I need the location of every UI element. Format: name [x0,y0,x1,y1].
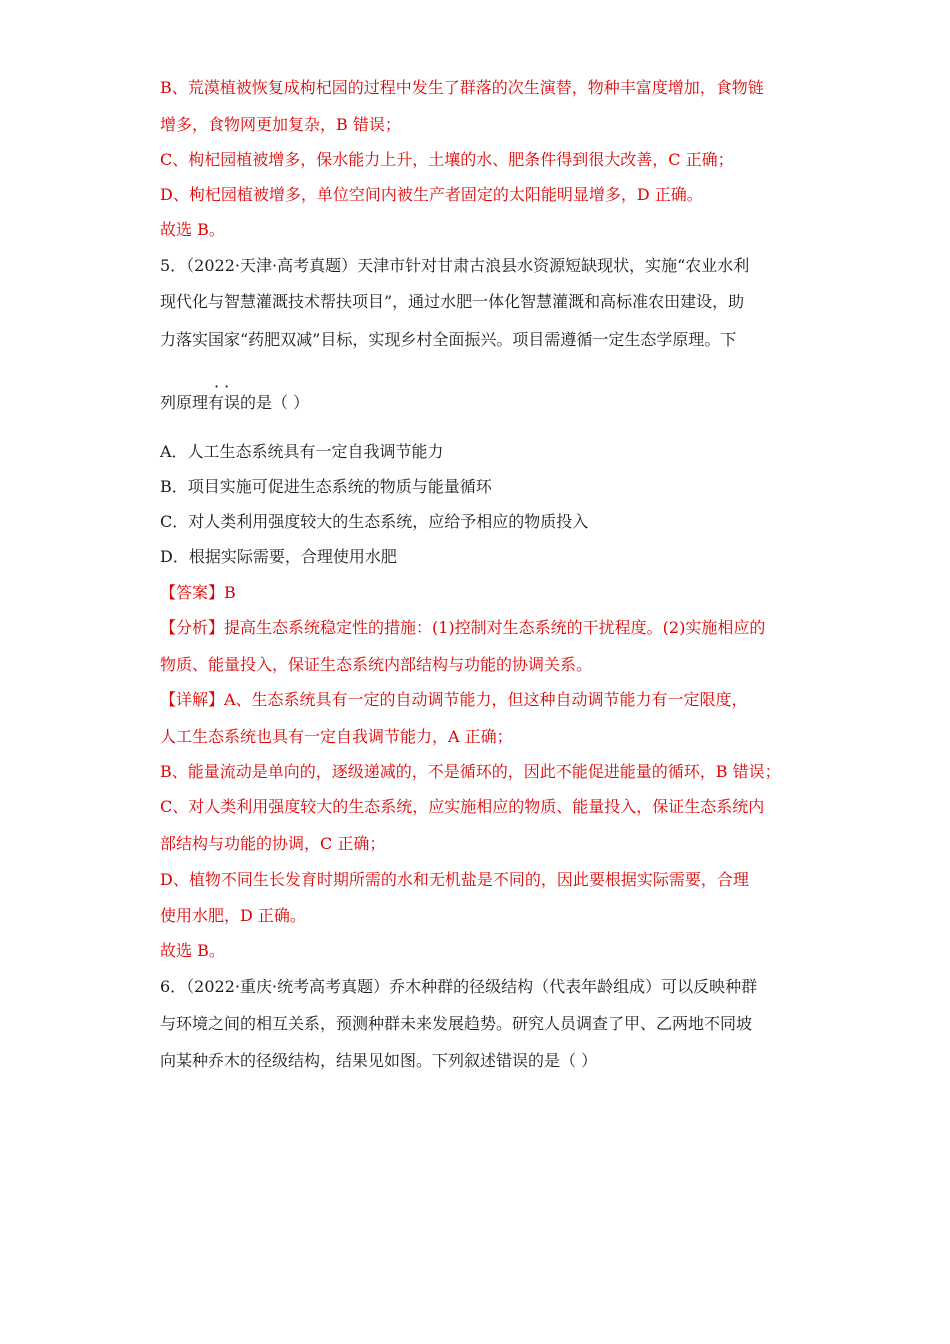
q5-option-d: D．根据实际需要，合理使用水肥 [160,547,397,566]
q5-stem-line3: 力落实国家“药肥双减”目标，实现乡村全面振兴。项目需遵循一定生态学原理。下 [160,330,737,349]
prev-explanation-c-line: C、枸杞园植被增多，保水能力上升，土壤的水、肥条件得到很大改善，C 正确； [160,150,734,169]
q6-stem-line2: 与环境之间的相互关系，预测种群未来发展趋势。研究人员调查了甲、乙两地不同坡 [160,1014,753,1033]
q5-answer: 【答案】B [160,583,236,602]
prev-explanation-b-line1: B、荒漠植被恢复成枸杞园的过程中发生了群落的次生演替，物种丰富度增加，食物链 [160,78,764,97]
emphasis-dots: · · [214,377,230,396]
prev-explanation-b-line2: 增多，食物网更加复杂，B 错误； [160,115,401,134]
q5-stem-line4: 列原理有误的是（ ） [160,393,310,412]
q5-detail-line7: 使用水肥，D 正确。 [160,906,306,925]
q6-stem-line3: 向某种乔木的径级结构，结果见如图。下列叙述错误的是（ ） [160,1051,598,1070]
q5-detail-line4: C、对人类利用强度较大的生态系统，应实施相应的物质、能量投入，保证生态系统内 [160,797,765,816]
q5-option-c: C．对人类利用强度较大的生态系统，应给予相应的物质投入 [160,512,589,531]
prev-conclusion: 故选 B。 [160,220,225,239]
q5-analysis-line1: 【分析】提高生态系统稳定性的措施：(1)控制对生态系统的干扰程度。(2)实施相应的 [160,618,766,637]
q5-analysis-line2: 物质、能量投入，保证生态系统内部结构与功能的协调关系。 [160,655,593,674]
q5-stem-line2: 现代化与智慧灌溉技术帮扶项目”，通过水肥一体化智慧灌溉和高标准农田建设，助 [160,292,745,311]
q5-option-a: A．人工生态系统具有一定自我调节能力 [160,442,444,461]
prev-explanation-d-line: D、枸杞园植被增多，单位空间内被生产者固定的太阳能明显增多，D 正确。 [160,185,703,204]
q5-detail-line1: 【详解】A、生态系统具有一定的自动调节能力，但这种自动调节能力有一定限度， [160,690,748,709]
q6-stem-line1: 6．（2022·重庆·统考高考真题）乔木种群的径级结构（代表年龄组成）可以反映种群 [160,977,758,996]
q5-detail-line6: D、植物不同生长发育时期所需的水和无机盐是不同的，因此要根据实际需要，合理 [160,870,749,889]
q5-stem-line1: 5．（2022·天津·高考真题）天津市针对甘肃古浪县水资源短缺现状，实施“农业水利 [160,256,750,275]
q5-detail-line2: 人工生态系统也具有一定自我调节能力，A 正确； [160,727,513,746]
q5-detail-line3: B、能量流动是单向的，逐级递减的，不是循环的，因此不能促进能量的循环，B 错误； [160,762,781,781]
q5-option-b: B．项目实施可促进生态系统的物质与能量循环 [160,477,492,496]
q5-detail-line5: 部结构与功能的协调，C 正确； [160,834,386,853]
q5-conclusion: 故选 B。 [160,941,225,960]
